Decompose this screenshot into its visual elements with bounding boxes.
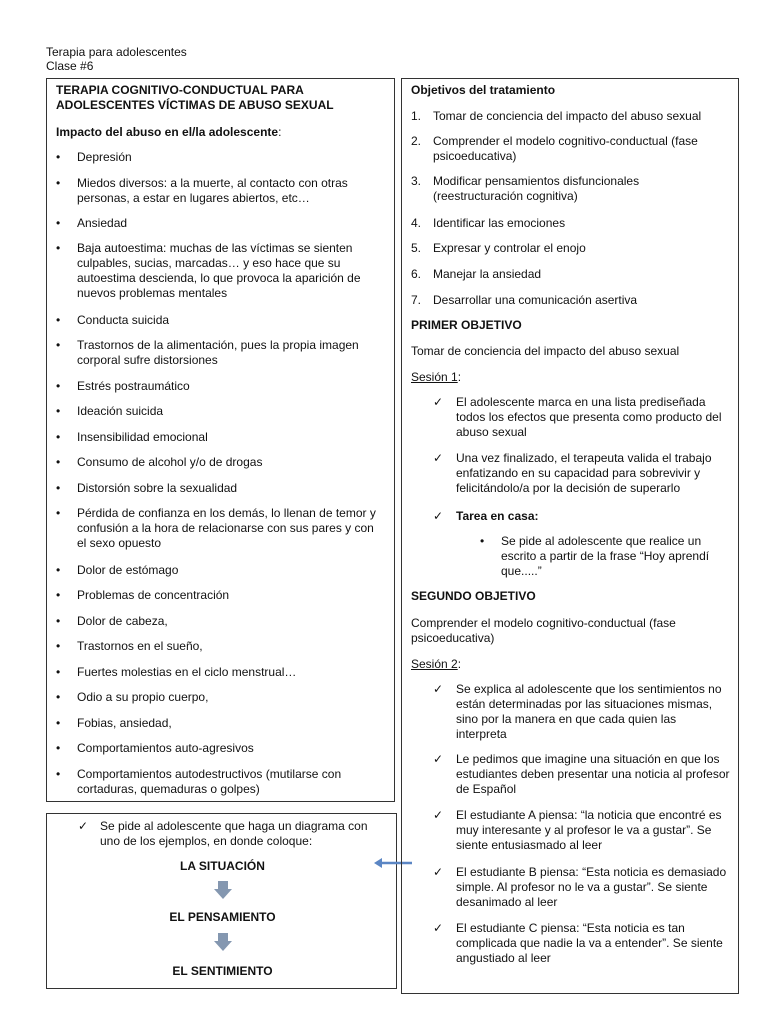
check-icon: ✓: [433, 509, 444, 523]
session-item-line: Le pedimos que imagine una situación en que los: [456, 752, 720, 766]
impact-item-line: Trastornos de la alimentación, pues la propia imagen: [77, 338, 359, 352]
session-item: [456, 451, 712, 496]
objective-number: 6.: [411, 267, 422, 281]
homework-label: Tarea en casa:: [456, 509, 539, 523]
impact-item-line: Fobias, ansiedad,: [77, 716, 172, 730]
panel-title-line: ADOLESCENTES VÍCTIMAS DE ABUSO SEXUAL: [56, 98, 334, 112]
bullet-icon: •: [56, 665, 61, 679]
impact-item: [77, 639, 203, 654]
impact-item-line: Distorsión sobre la sexualidad: [77, 481, 238, 495]
diagram-intro: Se pide al adolescente que haga un diagrama con uno de los ejemplos, en donde coloque:: [100, 819, 368, 848]
down-arrow-shape: [214, 933, 232, 951]
impact-item-line: Fuertes molestias en el ciclo menstrual…: [77, 665, 297, 679]
session-item: [456, 808, 722, 853]
session-item-line: de Español: [456, 782, 517, 796]
objective-item: [433, 293, 637, 308]
session-1-label: Sesión 1:: [411, 370, 462, 384]
impact-item: [77, 338, 359, 368]
first-objective-title: PRIMER OBJETIVO: [411, 318, 522, 332]
bullet-icon: •: [56, 430, 61, 444]
check-icon: ✓: [433, 752, 444, 766]
impact-item: [77, 176, 348, 206]
session-item: [456, 921, 723, 966]
session-item-line: todos los efectos que presenta como producto del: [456, 410, 722, 424]
session-item-line: complicada que nadie la va a entender”. Se siente: [456, 936, 723, 950]
session-item-line: enfatizando en su capacidad para sobrevivir y: [456, 466, 701, 480]
down-arrow-icon: [214, 881, 232, 899]
session-item-line: Se explica al adolescente que los sentimientos no: [456, 682, 722, 696]
session-item: [456, 865, 726, 910]
impact-item-line: Comportamientos autodestructivos (mutilarse con: [77, 767, 342, 781]
impact-item-line: Dolor de estómago: [77, 563, 179, 577]
session-item-line: abuso sexual: [456, 425, 527, 439]
flow-step-feeling: EL SENTIMIENTO: [172, 964, 273, 978]
objective-line: (reestructuración cognitiva): [433, 189, 578, 203]
check-icon: ✓: [78, 819, 89, 833]
objective-item: [433, 267, 541, 282]
bullet-icon: •: [56, 481, 61, 495]
bullet-icon: •: [56, 313, 61, 327]
session-item: [456, 395, 722, 440]
session-item-line: El adolescente marca en una lista prediseñada: [456, 395, 706, 409]
session-2-label: Sesión 2:: [411, 657, 462, 671]
panel-title-line: TERAPIA COGNITIVO-CONDUCTUAL PARA: [56, 83, 304, 97]
objective-item: [433, 174, 639, 204]
impact-item: [77, 690, 208, 705]
impact-item-line: culpables, sucias, marcadas… y eso hace que su: [77, 256, 341, 270]
session-item-line: simple. Al profesor no le va a gustar”. Se siente: [456, 880, 708, 894]
bullet-icon: •: [56, 639, 61, 653]
impact-item-line: Conducta suicida: [77, 313, 170, 327]
impact-item-line: Insensibilidad emocional: [77, 430, 208, 444]
bullet-icon: •: [56, 716, 61, 730]
impact-item-line: Consumo de alcohol y/o de drogas: [77, 455, 263, 469]
flow-step-situation: LA SITUACIÓN: [180, 859, 265, 873]
objective-number: 4.: [411, 216, 422, 230]
objective-line: Tomar de conciencia del impacto del abuso sexual: [433, 109, 702, 123]
left-arrow-head: [374, 858, 382, 868]
impact-item-line: Miedos diversos: a la muerte, al contacto con otras: [77, 176, 348, 190]
impact-panel: [46, 78, 395, 802]
bullet-icon: •: [56, 614, 61, 628]
bullet-icon: •: [56, 150, 61, 164]
impact-item-line: el sexo opuesto: [77, 536, 162, 550]
objectives-title: Objetivos del tratamiento: [411, 83, 556, 97]
impact-item: [77, 506, 376, 551]
check-icon: ✓: [433, 451, 444, 465]
bullet-icon: •: [56, 767, 61, 781]
impact-item: [77, 150, 132, 165]
objective-line: Modificar pensamientos disfuncionales: [433, 174, 640, 188]
impact-item-line: cortaduras, quemaduras o golpes): [77, 782, 260, 796]
objective-item: [433, 241, 586, 256]
check-icon: ✓: [433, 395, 444, 409]
bullet-icon: •: [56, 379, 61, 393]
impact-item-line: Depresión: [77, 150, 132, 164]
impact-item: [77, 481, 237, 496]
impact-item-line: nuevos problemas mentales: [77, 286, 228, 300]
down-arrow-shape: [214, 881, 232, 899]
bullet-icon: •: [56, 404, 61, 418]
impact-item: [77, 216, 127, 231]
check-icon: ✓: [433, 921, 444, 935]
first-objective-desc: Tomar de conciencia del impacto del abuso sexual: [411, 344, 680, 358]
second-objective-title: SEGUNDO OBJETIVO: [411, 589, 536, 603]
check-icon: ✓: [433, 808, 444, 822]
objective-number: 3.: [411, 174, 422, 188]
session-item-line: angustiado al leer: [456, 951, 551, 965]
impact-item: [77, 430, 208, 445]
session-item-line: El estudiante A piensa: “la noticia que encontré es: [456, 808, 722, 822]
session-item: [456, 682, 722, 742]
document-header: [46, 45, 187, 73]
bullet-icon: •: [480, 534, 485, 548]
impact-item-line: Odio a su propio cuerpo,: [77, 690, 209, 704]
impact-item: [77, 588, 229, 603]
session-item-line: El estudiante B piensa: “Esta noticia es demasiado: [456, 865, 727, 879]
impact-item-line: autoestima descienda, lo que provoca la aparición de: [77, 271, 361, 285]
impact-item: [77, 455, 262, 470]
objective-line: Expresar y controlar el enojo: [433, 241, 586, 255]
session-item-line: desanimado al leer: [456, 895, 558, 909]
flow-step-thought: EL PENSAMIENTO: [169, 910, 276, 924]
bullet-icon: •: [56, 176, 61, 190]
impact-item: [77, 563, 178, 578]
bullet-icon: •: [56, 690, 61, 704]
session-item-line: muy interesante y al profesor le va a gustar”. Se: [456, 823, 712, 837]
objective-number: 5.: [411, 241, 422, 255]
impact-item-line: Dolor de cabeza,: [77, 614, 168, 628]
objective-line: Desarrollar una comunicación asertiva: [433, 293, 638, 307]
bullet-icon: •: [56, 455, 61, 469]
objectives-panel: [401, 78, 739, 994]
session-item-line: sino por la manera en que cada quien las: [456, 712, 677, 726]
bullet-icon: •: [56, 241, 61, 255]
objective-line: Identificar las emociones: [433, 216, 566, 230]
bullet-icon: •: [56, 588, 61, 602]
header-class: Clase #6: [46, 59, 94, 73]
impact-item-line: Ansiedad: [77, 216, 128, 230]
objective-number: 1.: [411, 109, 422, 123]
impact-heading: Impacto del abuso en el/la adolescente:: [56, 125, 282, 139]
impact-item: [77, 313, 169, 328]
session-item-line: están determinadas por las situaciones mismas,: [456, 697, 713, 711]
objective-item: [433, 216, 565, 231]
impact-item-line: Ideación suicida: [77, 404, 164, 418]
down-arrow-icon: [214, 933, 232, 951]
bullet-icon: •: [56, 563, 61, 577]
check-icon: ✓: [433, 865, 444, 879]
session-item-line: Una vez finalizado, el terapeuta valida el trabajo: [456, 451, 712, 465]
bullet-icon: •: [56, 338, 61, 352]
objective-item: [433, 134, 698, 164]
impact-item: [77, 614, 168, 629]
panel-title: [56, 83, 334, 113]
impact-item-line: Baja autoestima: muchas de las víctimas se sienten: [77, 241, 353, 255]
session-item-line: El estudiante C piensa: “Esta noticia es tan: [456, 921, 685, 935]
objective-line: Comprender el modelo cognitivo-conductual (fase: [433, 134, 698, 148]
session-item-line: interpreta: [456, 727, 507, 741]
bullet-icon: •: [56, 741, 61, 755]
second-objective-desc: Comprender el modelo cognitivo-conductual (fase psicoeducativa): [411, 616, 676, 645]
bullet-icon: •: [56, 506, 61, 520]
impact-item-line: Problemas de concentración: [77, 588, 230, 602]
impact-item-line: personas, a estar en lugares abiertos, etc…: [77, 191, 310, 205]
check-icon: ✓: [433, 682, 444, 696]
impact-item-line: Estrés postraumático: [77, 379, 190, 393]
impact-item: [77, 665, 296, 680]
impact-item: [77, 379, 190, 394]
session-item: [456, 752, 730, 797]
objective-line: psicoeducativa): [433, 149, 517, 163]
impact-item-line: Comportamientos auto-agresivos: [77, 741, 254, 755]
impact-item-line: Pérdida de confianza en los demás, lo llenan de temor y: [77, 506, 376, 520]
objective-item: [433, 109, 701, 124]
impact-item-line: confusión a la hora de relacionarse con sus pares y con: [77, 521, 374, 535]
impact-item-line: Trastornos en el sueño,: [77, 639, 203, 653]
objective-line: Manejar la ansiedad: [433, 267, 542, 281]
objective-number: 7.: [411, 293, 422, 307]
impact-item: [77, 716, 172, 731]
diagram-panel: [46, 813, 397, 989]
session-item-line: siente entusiasmado al leer: [456, 838, 603, 852]
impact-item: [77, 767, 341, 797]
homework-text: Se pide al adolescente que realice un escrito a partir de la frase “Hoy aprendí que.....”: [501, 534, 710, 578]
impact-item: [77, 404, 163, 419]
impact-item-line: corporal sufre distorsiones: [77, 353, 218, 367]
session-item-line: felicitándolo/a por la decisión de superarlo: [456, 481, 681, 495]
impact-item: [77, 741, 254, 756]
bullet-icon: •: [56, 216, 61, 230]
session-item-line: estudiantes deben presentar una noticia al profesor: [456, 767, 730, 781]
header-course: Terapia para adolescentes: [46, 45, 187, 59]
objective-number: 2.: [411, 134, 422, 148]
impact-item: [77, 241, 361, 301]
